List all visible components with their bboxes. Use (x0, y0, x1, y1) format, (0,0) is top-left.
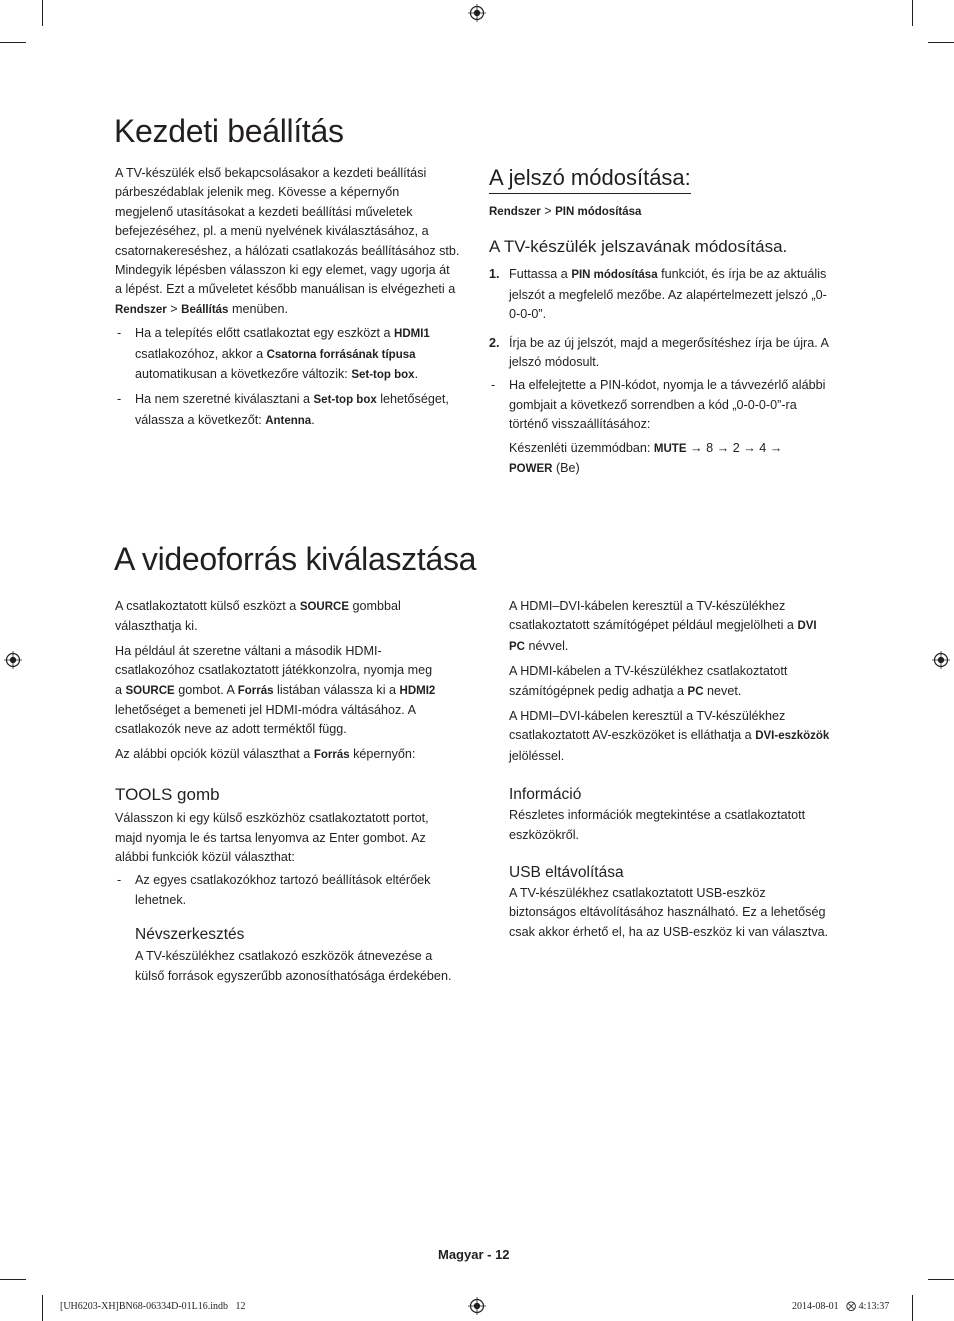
crop-mark (928, 42, 954, 43)
key-term: SOURCE (299, 601, 350, 613)
text-line: jelöléssel. (509, 748, 565, 763)
text-line: Részletes információk megtekintése a csatlakoztatott (509, 808, 806, 823)
crop-mark (0, 1279, 26, 1280)
registration-mark-icon (468, 4, 486, 22)
menu-path: Rendszer (115, 303, 167, 316)
text-line: majd nyomja le és tartsa lenyomva az Enter gombot. Az (115, 830, 426, 845)
text-line: Írja be az új jelszót, majd a megerősítéshez írja be újra. A (509, 335, 829, 350)
text-line: csak akkor érhető el, ha az USB-eszköz ki van választva. (509, 924, 829, 939)
bullet-marker: - (117, 326, 122, 341)
text-fragment: csatlakozóhoz, akkor a (135, 346, 267, 361)
key-term: Set-top box (313, 394, 377, 407)
text-line: A TV-készülékhez csatlakozó eszközök átnevezése a (135, 949, 433, 964)
menu-path-item: Rendszer (489, 206, 541, 218)
text-fragment: menüben. (228, 301, 288, 316)
text-line (509, 637, 869, 657)
text-fragment: képernyőn: (349, 746, 416, 761)
text-line: alábbi funkciók közül választhat: (115, 850, 295, 865)
menu-path-item: PIN módosítása (555, 206, 642, 218)
bullet-marker: - (491, 378, 496, 393)
paragraph (115, 809, 475, 867)
text-line (509, 726, 869, 746)
numbered-step (489, 334, 849, 373)
text-line: gombjait a következő sorrendben a kód „0-0-0-0”-ra (509, 397, 797, 412)
paragraph (115, 642, 475, 740)
text-line: A HDMI–DVI-kábelen keresztül a TV-készülékhez (509, 599, 786, 613)
key-term: Set-top box (351, 369, 415, 382)
rename-block (115, 926, 475, 986)
intro-paragraph (115, 164, 475, 431)
subsection-heading: Névszerkesztés (135, 926, 245, 944)
section-heading: A jelszó módosítása: (489, 165, 691, 194)
registration-mark-icon (4, 651, 22, 669)
subsection-heading: TOOLS gomb (115, 785, 220, 805)
text-line: eszközökről. (509, 827, 579, 842)
bullet-item (115, 390, 475, 431)
text-line (135, 365, 475, 385)
paragraph (509, 662, 869, 702)
intro-line: a lépést. Ezt a műveletet később manuálisan is elvégezheti a (115, 282, 456, 297)
text-line (135, 345, 475, 365)
bullet-marker: - (117, 873, 122, 888)
text-fragment: gombot. A (174, 682, 238, 697)
text-fragment: a (115, 682, 126, 697)
text-fragment: Készenléti üzemmódban: (509, 440, 654, 455)
path-separator: > (166, 301, 182, 316)
crop-mark (42, 0, 43, 26)
text-fragment: . (414, 367, 419, 382)
password-section (489, 165, 849, 479)
text-fragment: funkciót, és írja be az aktuális (657, 267, 827, 282)
subsection-heading: Információ (509, 786, 582, 804)
text-line (509, 265, 849, 285)
key-term: Csatorna forrásának típusa (266, 348, 416, 361)
key-term: PC (509, 640, 525, 653)
crop-mark (928, 1279, 954, 1280)
key-term: HDMI1 (394, 328, 430, 341)
text-line: csatlakozók neve az adott terméktől függ. (115, 722, 347, 737)
text-line (135, 324, 475, 344)
bullet-item (489, 376, 849, 479)
text-line: jelszó módosult. (509, 355, 600, 370)
numbered-step (489, 265, 849, 324)
key-term: PIN módosítása (571, 269, 658, 282)
text-fragment: gombbal (349, 599, 401, 613)
menu-path: Beállítás (181, 303, 229, 316)
step-number: 2. (489, 335, 500, 350)
text-line (509, 439, 849, 459)
text-fragment: csatlakoztatott AV-eszközöket is elláthatja a (509, 728, 756, 743)
key-term: Forrás (313, 748, 350, 761)
intro-line: csatornakereséshez, a hálózati csatlakozás beállításához stb. (115, 243, 460, 258)
page-number: Magyar - 12 (438, 1247, 510, 1262)
text-line: biztonságos eltávolításához használható. Ez a lehetőség (509, 905, 826, 920)
key-term: HDMI2 (399, 684, 436, 697)
text-fragment: Ha a telepítés előtt csatlakoztat egy eszközt a (135, 326, 395, 341)
intro-line: A TV-készülék első bekapcsolásakor a kezdeti beállítási (115, 166, 427, 180)
text-fragment: automatikusan a következőre változik: (135, 367, 352, 382)
text-line: csatlakozóhoz csatlakoztatott játékkonzolra, nyomja meg (115, 663, 433, 678)
crop-mark (912, 1295, 913, 1321)
key-term: PC (687, 685, 704, 698)
intro-line: párbeszédablak jelenik meg. Kövesse a képernyőn (115, 185, 400, 200)
text-fragment: . (311, 412, 315, 427)
bullet-marker: - (117, 392, 122, 407)
subsection-heading: USB eltávolítása (509, 864, 624, 882)
subsection-heading: A TV-készülék jelszavának módosítása. (489, 237, 788, 257)
path-separator: > (540, 204, 556, 218)
step-number: 1. (489, 267, 500, 282)
text-fragment: számítógépnek pedig adhatja a (509, 683, 688, 698)
text-line: Az egyes csatlakozókhoz tartozó beállítások eltérőek (135, 873, 431, 888)
text-fragment: Futtassa a (509, 267, 572, 282)
key-term: DVI (797, 620, 817, 633)
text-line: 0-0-0”. (509, 307, 547, 322)
key-term: DVI-eszközök (755, 730, 830, 743)
text-line (115, 745, 475, 765)
page-title: Kezdeti beállítás (114, 113, 344, 149)
bullet-item (115, 324, 475, 385)
text-line: jelszót a megfelelő mezőbe. Az alapértelmezett jelszó „0- (509, 287, 827, 302)
registration-mark-icon (932, 651, 950, 669)
text-fragment: listában válassza ki a (273, 682, 400, 697)
text-fragment: nevet. (703, 683, 742, 698)
text-fragment: névvel. (524, 638, 569, 653)
bullet-item (115, 871, 475, 910)
text-line (509, 616, 869, 636)
intro-line: Mindegyik lépésben válasszon ki egy elemet, vagy ugorja át (115, 263, 450, 278)
crop-mark (0, 42, 26, 43)
key-term: Forrás (237, 684, 274, 697)
registration-mark-icon (468, 1297, 486, 1315)
text-fragment: válassza a következőt: (135, 412, 266, 427)
menu-path (489, 202, 849, 222)
text-fragment: A csatlakoztatott külső eszközt a (115, 599, 300, 613)
text-line: lehetőséget a bemeneti jel HDMI-módra váltásához. A (115, 703, 417, 718)
text-fragment: lehetőséget, (376, 392, 449, 407)
intro-line (115, 300, 475, 320)
text-fragment: csatlakoztatott számítógépet például megjelölheti a (509, 618, 798, 633)
text-line: külső források egyszerűbb azonosíthatósága érdekében. (135, 968, 452, 983)
text-line (135, 411, 475, 431)
text-line: történő visszaállításához: (509, 417, 651, 432)
text-fragment: Az alábbi opciók közül választhat a (115, 746, 314, 761)
key-term: SOURCE (125, 684, 175, 697)
source-left-column (115, 597, 475, 986)
print-date-info: 2014-08-01 ⨂ 4:13:37 (792, 1301, 890, 1312)
text-line: Válasszon ki egy külső eszközhöz csatlakoztatott portot, (115, 811, 429, 826)
text-line (509, 459, 849, 479)
crop-mark (42, 1295, 43, 1321)
paragraph (509, 707, 869, 766)
source-right-column (509, 597, 869, 942)
text-line (115, 597, 475, 617)
text-line (509, 682, 869, 702)
key-term: MUTE (653, 442, 687, 455)
section-title: A videoforrás kiválasztása (114, 541, 477, 577)
text-line: lehetnek. (135, 892, 187, 907)
text-fragment: Ha nem szeretné kiválasztani a (135, 392, 314, 407)
text-line: Ha például át szeretne váltani a második HDMI- (115, 643, 382, 658)
text-line: választhatja ki. (115, 619, 198, 634)
text-line: A HDMI–DVI-kábelen keresztül a TV-készülékhez (509, 709, 786, 724)
intro-line: befejezéséhez, pl. a menü nyelvének kiválasztásához, a (115, 224, 429, 239)
crop-mark (912, 0, 913, 26)
text-line (115, 681, 475, 701)
text-line: Ha elfelejtette a PIN-kódot, nyomja le a távvezérlő alábbi (509, 378, 826, 393)
intro-line: megjelenő utasításokat a kezdeti beállítási műveletek (115, 204, 413, 219)
text-line: A TV-készülékhez csatlakoztatott USB-eszköz (509, 886, 766, 901)
text-line: A HDMI-kábelen a TV-készülékhez csatlakoztatott (509, 664, 788, 679)
print-file-info: [UH6203-XH]BN68-06334D-01L16.indb 12 (60, 1301, 246, 1312)
key-term: POWER (509, 463, 553, 476)
text-fragment: (Be) (552, 461, 580, 476)
text-fragment: → 8 → 2 → 4 → (686, 440, 783, 455)
text-line (135, 390, 475, 410)
key-term: Antenna (265, 414, 312, 427)
